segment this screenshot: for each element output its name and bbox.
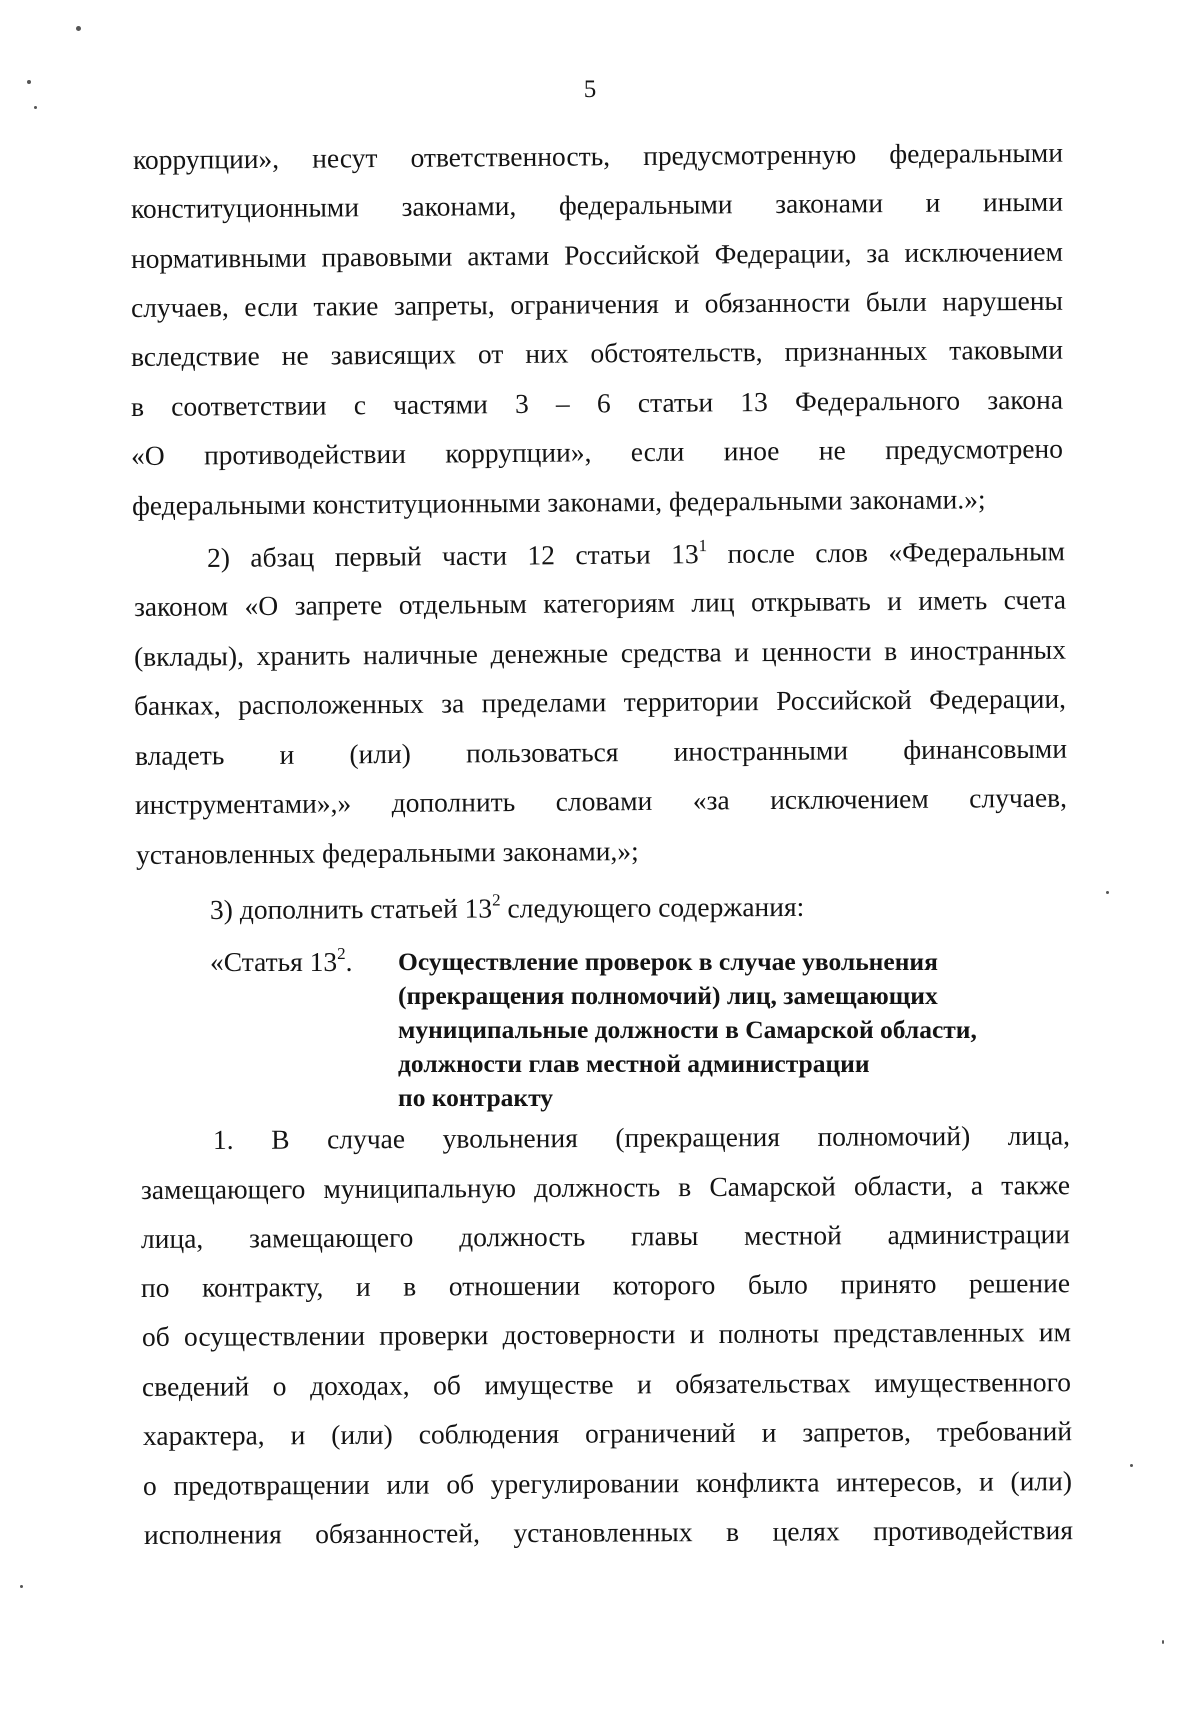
part-1-line: о предотвращении или об урегулировании конфликта интересов, и (или) [142,1465,1073,1501]
paragraph-1-line: коррупции», несут ответственность, предусмотренную федеральными [132,136,1064,175]
scan-speck [27,80,31,84]
item-2-line: банках, расположенных за пределами территории Российской Федерации, [133,682,1067,721]
item-3-text: 3) дополнить статьей 13 [209,892,493,925]
article-label-text: . [345,946,353,977]
scan-speck [76,26,81,31]
paragraph-1-line: в соответствии с частями 3 – 6 статьи 13 Федерального закона [130,383,1064,422]
scan-speck [1162,1640,1164,1644]
item-2-line: инструментами»,» дополнить словами «за исключением случаев, [134,781,1068,820]
article-label-text: «Статья 13 [210,946,338,977]
article-title-line: муниципальные должности в Самарской области, [398,1015,977,1044]
paragraph-1-line: конституционными законами, федеральными законами и иными [130,185,1064,224]
item-3-line [210,890,804,927]
item-2-first-line [207,534,1065,575]
part-1-line: 1. В случае увольнения (прекращения полномочий) лица, [212,1119,1071,1155]
scan-speck [1130,1464,1133,1467]
paragraph-1-line: случаев, если такие запреты, ограничения и обязанности были нарушены [130,284,1064,323]
item-3-text: следующего содержания: [500,890,805,924]
article-title-line: должности глав местной администрации [398,1049,870,1078]
part-1-line: характера, и (или) соблюдения ограничений и запретов, требований [142,1415,1073,1451]
item-2-line: установленных федеральными законами,»; [135,835,639,870]
page-number: 5 [583,76,597,103]
superscript: 2 [337,943,346,963]
part-1-line: лица, замещающего должность главы местной администрации [140,1218,1071,1254]
item-2-line: законом «О запрете отдельным категориям лиц открывать и иметь счета [133,583,1067,622]
paragraph-1-line: федеральными конституционными законами, федеральными законами.»; [131,483,986,521]
item-2-text: 2) абзац первый части 12 статьи 13 [206,538,699,573]
item-2-line: (вклады), хранить наличные денежные средства и ценности в иностранных [133,633,1067,672]
part-1-line: сведений о доходах, об имуществе и обязательствах имущественного [141,1366,1072,1402]
article-title-line: (прекращения полномочий) лиц, замещающих [398,981,938,1010]
part-1-line: исполнения обязанностей, установленных в целях противодействия [143,1514,1074,1550]
superscript: 1 [698,535,708,555]
part-1-line: замещающего муниципальную должность в Самарской области, а также [140,1169,1071,1205]
scan-speck [1106,891,1109,894]
part-1-line: об осуществлении проверки достоверности и полноты представленных им [141,1316,1072,1352]
item-2-line: владеть и (или) пользоваться иностранными финансовыми [134,732,1068,771]
scan-speck [34,106,37,109]
article-label [210,945,353,979]
scan-speck [20,1585,23,1588]
article-title [398,945,1078,1115]
paragraph-1-line: вследствие не зависящих от них обстоятельств, признанных таковыми [130,333,1064,372]
item-2-text: после слов «Федеральным [707,535,1066,570]
article-title-line: по контракту [398,1083,554,1112]
paragraph-1-line: «О противодействии коррупции», если иное не предусмотрено [130,432,1064,471]
paragraph-1-line: нормативными правовыми актами Российской Федерации, за исключением [130,235,1064,274]
part-1-line: по контракту, и в отношении которого было принято решение [140,1267,1071,1303]
article-title-line: Осуществление проверок в случае увольнения [398,947,938,976]
superscript: 2 [492,890,501,910]
